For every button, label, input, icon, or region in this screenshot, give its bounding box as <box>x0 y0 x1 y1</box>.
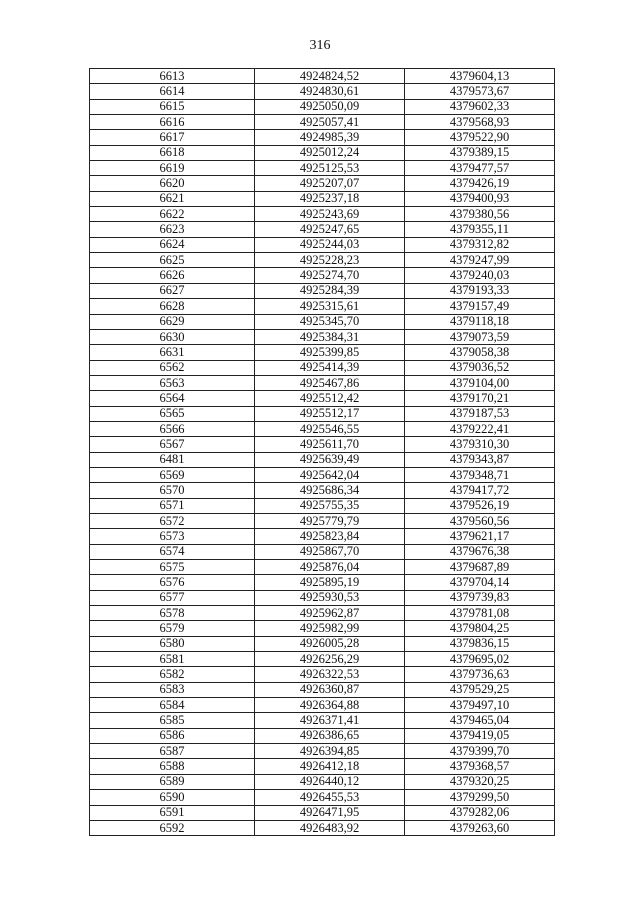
x-coordinate-cell: 4925315,61 <box>255 299 405 314</box>
x-coordinate-cell: 4925930,53 <box>255 590 405 605</box>
point-number-cell: 6618 <box>90 145 255 160</box>
y-coordinate-cell: 4379073,59 <box>405 329 555 344</box>
point-number-cell: 6574 <box>90 544 255 559</box>
table-row <box>90 130 555 145</box>
x-coordinate-cell: 4925050,09 <box>255 99 405 114</box>
table-row <box>90 314 555 329</box>
point-number-cell: 6590 <box>90 790 255 805</box>
x-coordinate-cell: 4926386,65 <box>255 728 405 743</box>
x-coordinate-cell: 4926256,29 <box>255 652 405 667</box>
point-number-cell: 6589 <box>90 774 255 789</box>
y-coordinate-cell: 4379419,05 <box>405 728 555 743</box>
point-number-cell: 6577 <box>90 590 255 605</box>
table-row <box>90 590 555 605</box>
point-number-cell: 6583 <box>90 682 255 697</box>
point-number-cell: 6564 <box>90 391 255 406</box>
point-number-cell: 6621 <box>90 191 255 206</box>
point-number-cell: 6481 <box>90 452 255 467</box>
y-coordinate-cell: 4379704,14 <box>405 575 555 590</box>
table-row <box>90 268 555 283</box>
coordinates-table <box>89 68 555 836</box>
x-coordinate-cell: 4925345,70 <box>255 314 405 329</box>
point-number-cell: 6624 <box>90 237 255 252</box>
page-number: 316 <box>309 38 331 53</box>
point-number-cell: 6617 <box>90 130 255 145</box>
point-number-cell: 6613 <box>90 69 255 84</box>
y-coordinate-cell: 4379222,41 <box>405 421 555 436</box>
point-number-cell: 6619 <box>90 161 255 176</box>
point-number-cell: 6628 <box>90 299 255 314</box>
point-number-cell: 6591 <box>90 805 255 820</box>
table-row <box>90 145 555 160</box>
table-row <box>90 345 555 360</box>
x-coordinate-cell: 4925467,86 <box>255 375 405 390</box>
y-coordinate-cell: 4379157,49 <box>405 299 555 314</box>
point-number-cell: 6586 <box>90 728 255 743</box>
x-coordinate-cell: 4925962,87 <box>255 606 405 621</box>
point-number-cell: 6581 <box>90 652 255 667</box>
table-row <box>90 529 555 544</box>
y-coordinate-cell: 4379676,38 <box>405 544 555 559</box>
x-coordinate-cell: 4926412,18 <box>255 759 405 774</box>
table-row <box>90 253 555 268</box>
table-row <box>90 698 555 713</box>
y-coordinate-cell: 4379380,56 <box>405 207 555 222</box>
y-coordinate-cell: 4379320,25 <box>405 774 555 789</box>
x-coordinate-cell: 4925512,17 <box>255 406 405 421</box>
point-number-cell: 6631 <box>90 345 255 360</box>
point-number-cell: 6578 <box>90 606 255 621</box>
y-coordinate-cell: 4379836,15 <box>405 636 555 651</box>
x-coordinate-cell: 4925642,04 <box>255 467 405 482</box>
x-coordinate-cell: 4925779,79 <box>255 513 405 528</box>
point-number-cell: 6569 <box>90 467 255 482</box>
y-coordinate-cell: 4379739,83 <box>405 590 555 605</box>
table-row <box>90 682 555 697</box>
point-number-cell: 6572 <box>90 513 255 528</box>
y-coordinate-cell: 4379526,19 <box>405 498 555 513</box>
table-row <box>90 713 555 728</box>
x-coordinate-cell: 4925512,42 <box>255 391 405 406</box>
y-coordinate-cell: 4379695,02 <box>405 652 555 667</box>
table-row <box>90 606 555 621</box>
x-coordinate-cell: 4925895,19 <box>255 575 405 590</box>
table-row <box>90 790 555 805</box>
y-coordinate-cell: 4379399,70 <box>405 744 555 759</box>
y-coordinate-cell: 4379368,57 <box>405 759 555 774</box>
point-number-cell: 6588 <box>90 759 255 774</box>
y-coordinate-cell: 4379299,50 <box>405 790 555 805</box>
y-coordinate-cell: 4379522,90 <box>405 130 555 145</box>
y-coordinate-cell: 4379389,15 <box>405 145 555 160</box>
table-row <box>90 652 555 667</box>
x-coordinate-cell: 4925243,69 <box>255 207 405 222</box>
y-coordinate-cell: 4379312,82 <box>405 237 555 252</box>
point-number-cell: 6587 <box>90 744 255 759</box>
table-row <box>90 467 555 482</box>
x-coordinate-cell: 4926322,53 <box>255 667 405 682</box>
table-row <box>90 329 555 344</box>
y-coordinate-cell: 4379417,72 <box>405 483 555 498</box>
point-number-cell: 6562 <box>90 360 255 375</box>
point-number-cell: 6615 <box>90 99 255 114</box>
x-coordinate-cell: 4925755,35 <box>255 498 405 513</box>
y-coordinate-cell: 4379104,00 <box>405 375 555 390</box>
y-coordinate-cell: 4379058,38 <box>405 345 555 360</box>
x-coordinate-cell: 4924830,61 <box>255 84 405 99</box>
y-coordinate-cell: 4379621,17 <box>405 529 555 544</box>
x-coordinate-cell: 4926455,53 <box>255 790 405 805</box>
table-row <box>90 621 555 636</box>
x-coordinate-cell: 4925284,39 <box>255 283 405 298</box>
table-row <box>90 299 555 314</box>
y-coordinate-cell: 4379568,93 <box>405 115 555 130</box>
point-number-cell: 6573 <box>90 529 255 544</box>
table-row <box>90 69 555 84</box>
table-row <box>90 774 555 789</box>
point-number-cell: 6584 <box>90 698 255 713</box>
y-coordinate-cell: 4379282,06 <box>405 805 555 820</box>
table-row <box>90 99 555 114</box>
point-number-cell: 6620 <box>90 176 255 191</box>
y-coordinate-cell: 4379560,56 <box>405 513 555 528</box>
y-coordinate-cell: 4379193,33 <box>405 283 555 298</box>
x-coordinate-cell: 4925867,70 <box>255 544 405 559</box>
x-coordinate-cell: 4925414,39 <box>255 360 405 375</box>
x-coordinate-cell: 4925384,31 <box>255 329 405 344</box>
table-row <box>90 360 555 375</box>
point-number-cell: 6625 <box>90 253 255 268</box>
y-coordinate-cell: 4379036,52 <box>405 360 555 375</box>
y-coordinate-cell: 4379263,60 <box>405 820 555 835</box>
y-coordinate-cell: 4379348,71 <box>405 467 555 482</box>
point-number-cell: 6629 <box>90 314 255 329</box>
table-row <box>90 483 555 498</box>
y-coordinate-cell: 4379187,53 <box>405 406 555 421</box>
point-number-cell: 6630 <box>90 329 255 344</box>
table-row <box>90 744 555 759</box>
table-row <box>90 498 555 513</box>
x-coordinate-cell: 4925207,07 <box>255 176 405 191</box>
x-coordinate-cell: 4925611,70 <box>255 437 405 452</box>
x-coordinate-cell: 4926471,95 <box>255 805 405 820</box>
y-coordinate-cell: 4379781,08 <box>405 606 555 621</box>
x-coordinate-cell: 4925237,18 <box>255 191 405 206</box>
point-number-cell: 6582 <box>90 667 255 682</box>
x-coordinate-cell: 4925244,03 <box>255 237 405 252</box>
table-row <box>90 176 555 191</box>
y-coordinate-cell: 4379497,10 <box>405 698 555 713</box>
y-coordinate-cell: 4379804,25 <box>405 621 555 636</box>
table-row <box>90 560 555 575</box>
x-coordinate-cell: 4924985,39 <box>255 130 405 145</box>
coordinates-table-body <box>90 69 555 836</box>
x-coordinate-cell: 4926483,92 <box>255 820 405 835</box>
table-row <box>90 191 555 206</box>
x-coordinate-cell: 4925228,23 <box>255 253 405 268</box>
x-coordinate-cell: 4925247,65 <box>255 222 405 237</box>
table-row <box>90 84 555 99</box>
x-coordinate-cell: 4925125,53 <box>255 161 405 176</box>
table-row <box>90 575 555 590</box>
x-coordinate-cell: 4926371,41 <box>255 713 405 728</box>
point-number-cell: 6592 <box>90 820 255 835</box>
x-coordinate-cell: 4925639,49 <box>255 452 405 467</box>
y-coordinate-cell: 4379343,87 <box>405 452 555 467</box>
point-number-cell: 6563 <box>90 375 255 390</box>
point-number-cell: 6616 <box>90 115 255 130</box>
table-row <box>90 391 555 406</box>
x-coordinate-cell: 4925982,99 <box>255 621 405 636</box>
table-row <box>90 728 555 743</box>
table-row <box>90 759 555 774</box>
y-coordinate-cell: 4379426,19 <box>405 176 555 191</box>
x-coordinate-cell: 4925274,70 <box>255 268 405 283</box>
x-coordinate-cell: 4926394,85 <box>255 744 405 759</box>
point-number-cell: 6623 <box>90 222 255 237</box>
point-number-cell: 6570 <box>90 483 255 498</box>
table-row <box>90 437 555 452</box>
table-row <box>90 237 555 252</box>
x-coordinate-cell: 4925823,84 <box>255 529 405 544</box>
table-row <box>90 636 555 651</box>
y-coordinate-cell: 4379170,21 <box>405 391 555 406</box>
point-number-cell: 6622 <box>90 207 255 222</box>
table-row <box>90 544 555 559</box>
y-coordinate-cell: 4379118,18 <box>405 314 555 329</box>
table-row <box>90 115 555 130</box>
x-coordinate-cell: 4926005,28 <box>255 636 405 651</box>
table-row <box>90 513 555 528</box>
point-number-cell: 6567 <box>90 437 255 452</box>
table-row <box>90 283 555 298</box>
point-number-cell: 6565 <box>90 406 255 421</box>
table-row <box>90 406 555 421</box>
y-coordinate-cell: 4379310,30 <box>405 437 555 452</box>
table-row <box>90 667 555 682</box>
table-row <box>90 820 555 835</box>
x-coordinate-cell: 4925012,24 <box>255 145 405 160</box>
x-coordinate-cell: 4925057,41 <box>255 115 405 130</box>
point-number-cell: 6580 <box>90 636 255 651</box>
y-coordinate-cell: 4379687,89 <box>405 560 555 575</box>
y-coordinate-cell: 4379355,11 <box>405 222 555 237</box>
point-number-cell: 6575 <box>90 560 255 575</box>
x-coordinate-cell: 4926360,87 <box>255 682 405 697</box>
table-row <box>90 421 555 436</box>
point-number-cell: 6571 <box>90 498 255 513</box>
y-coordinate-cell: 4379477,57 <box>405 161 555 176</box>
x-coordinate-cell: 4925399,85 <box>255 345 405 360</box>
y-coordinate-cell: 4379602,33 <box>405 99 555 114</box>
table-row <box>90 375 555 390</box>
x-coordinate-cell: 4926364,88 <box>255 698 405 713</box>
point-number-cell: 6585 <box>90 713 255 728</box>
x-coordinate-cell: 4925876,04 <box>255 560 405 575</box>
table-row <box>90 805 555 820</box>
point-number-cell: 6579 <box>90 621 255 636</box>
y-coordinate-cell: 4379736,63 <box>405 667 555 682</box>
point-number-cell: 6626 <box>90 268 255 283</box>
table-row <box>90 222 555 237</box>
y-coordinate-cell: 4379529,25 <box>405 682 555 697</box>
y-coordinate-cell: 4379604,13 <box>405 69 555 84</box>
x-coordinate-cell: 4926440,12 <box>255 774 405 789</box>
y-coordinate-cell: 4379465,04 <box>405 713 555 728</box>
y-coordinate-cell: 4379400,93 <box>405 191 555 206</box>
point-number-cell: 6576 <box>90 575 255 590</box>
y-coordinate-cell: 4379573,67 <box>405 84 555 99</box>
table-row <box>90 207 555 222</box>
x-coordinate-cell: 4924824,52 <box>255 69 405 84</box>
x-coordinate-cell: 4925686,34 <box>255 483 405 498</box>
x-coordinate-cell: 4925546,55 <box>255 421 405 436</box>
point-number-cell: 6566 <box>90 421 255 436</box>
table-row <box>90 161 555 176</box>
table-row <box>90 452 555 467</box>
point-number-cell: 6627 <box>90 283 255 298</box>
point-number-cell: 6614 <box>90 84 255 99</box>
y-coordinate-cell: 4379240,03 <box>405 268 555 283</box>
y-coordinate-cell: 4379247,99 <box>405 253 555 268</box>
